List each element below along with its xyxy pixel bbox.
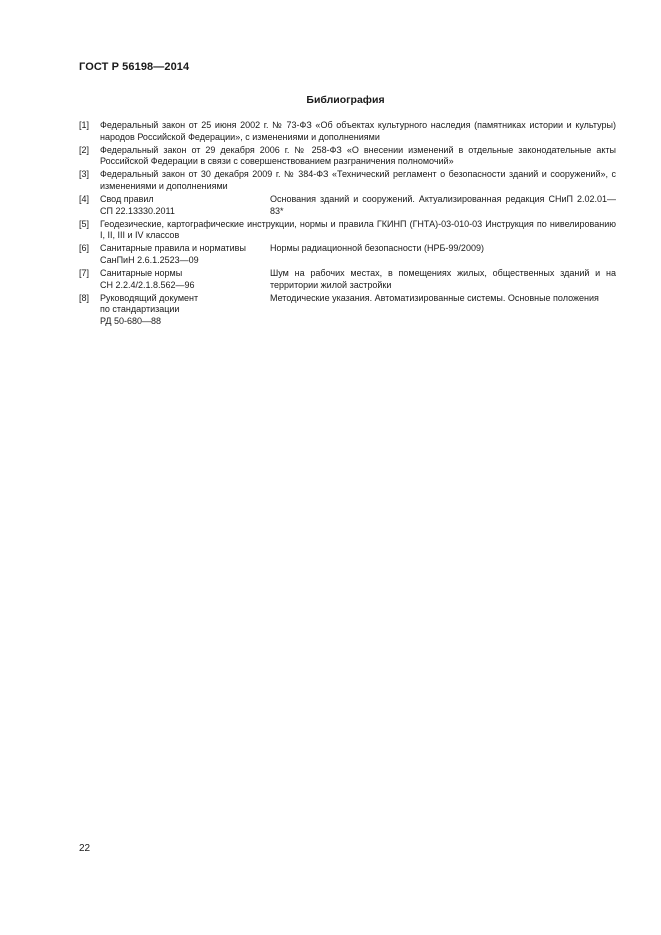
entry-number: [3]	[79, 169, 90, 180]
page-header-doc-code: ГОСТ Р 56198—2014	[79, 61, 190, 73]
bibliography-entry-1	[79, 120, 616, 143]
entry-doc-kind: Санитарные нормы	[100, 268, 183, 279]
page-number: 22	[79, 843, 91, 854]
entry-body	[100, 293, 616, 328]
bibliography-entry-7	[79, 268, 616, 291]
entry-document-title: Нормы радиационной безопасности (НРБ-99/2009)	[270, 243, 484, 254]
entry-document-type	[100, 243, 270, 266]
entry-doc-kind: Свод правил	[100, 194, 154, 205]
bibliography-entry-6	[79, 243, 616, 266]
entry-document-type	[100, 194, 270, 217]
entry-document-title: Основания зданий и сооружений. Актуализированная редакция СНиП 2.02.01—83*	[270, 194, 616, 216]
entry-number: [4]	[79, 194, 90, 205]
entry-body	[100, 243, 616, 266]
entry-number: [5]	[79, 218, 90, 229]
entry-doc-code: РД 50-680—88	[100, 316, 162, 326]
entry-text: Федеральный закон от 29 декабря 2006 г. № 258-ФЗ «О внесении изменений в отдельные законодательные акты Российской Федерации в связи с совершенствованием разграничения полномочий»	[100, 144, 616, 167]
entry-number: [6]	[79, 243, 90, 254]
entry-number: [7]	[79, 268, 90, 279]
entry-document-type	[100, 268, 270, 291]
entry-text: Федеральный закон от 25 июня 2002 г. № 73-ФЗ «Об объектах культурного наследия (памятниках истории и культуры) народов Российской Федерации», с изменениями и дополнениями	[100, 120, 616, 142]
entry-doc-kind: Руководящий документ	[100, 292, 199, 303]
bibliography-list	[79, 120, 616, 329]
entry-text: Геодезические, картографические инструкции, нормы и правила ГКИНП (ГНТА)-03-010-03 Инструкция по нивелированию I, II, III и IV классов	[100, 218, 616, 241]
entry-document-title: Шум на рабочих местах, в помещениях жилых, общественных зданий и на территории жилой застройки	[270, 268, 616, 290]
entry-doc-code: СН 2.2.4/2.1.8.562—96	[100, 279, 195, 290]
entry-document-title: Методические указания. Автоматизированные системы. Основные положения	[270, 292, 599, 303]
bibliography-entry-2	[79, 145, 616, 168]
entry-doc-kind: Санитарные правила и нормативы	[100, 243, 246, 254]
bibliography-title: Библиография	[306, 94, 385, 106]
entry-document-type	[100, 293, 270, 328]
entry-doc-code: СП 22.13330.2011	[100, 205, 175, 216]
entry-text: Федеральный закон от 30 декабря 2009 г. № 384-ФЗ «Технический регламент о безопасности зданий и сооружений», с изменениями и дополнениями	[100, 169, 616, 191]
entry-body	[100, 268, 616, 291]
bibliography-entry-5	[79, 219, 616, 242]
bibliography-entry-8	[79, 293, 616, 328]
entry-doc-code: СанПиН 2.6.1.2523—09	[100, 255, 199, 266]
bibliography-entry-4	[79, 194, 616, 217]
entry-number: [1]	[79, 120, 90, 130]
entry-number: [2]	[79, 144, 90, 155]
entry-doc-kind-cont: по стандартизации	[100, 304, 180, 315]
bibliography-entry-3	[79, 169, 616, 192]
entry-number: [8]	[79, 292, 90, 303]
entry-body	[100, 194, 616, 217]
